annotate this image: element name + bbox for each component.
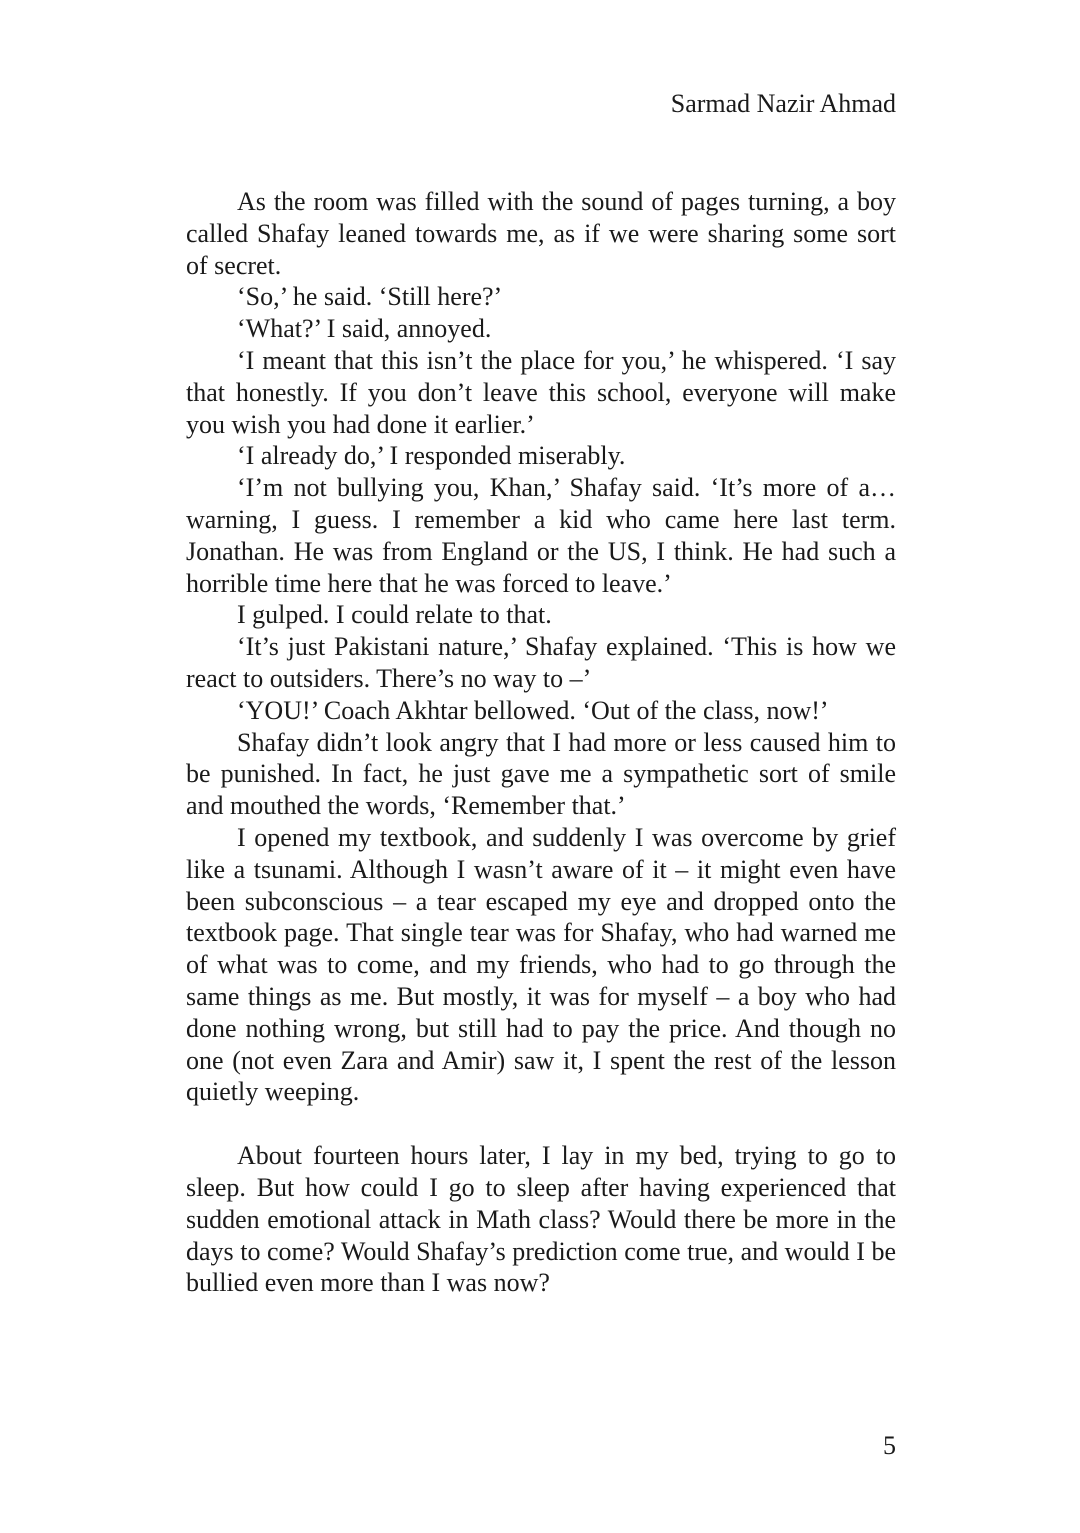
paragraph: ‘I’m not bullying you, Khan,’ Shafay said. ‘It’s more of a…warning, I guess. I remember a kid who came here last term. Jonathan. He was from England or the US, I think. He had such a horrible time here that he was forced to leave.’	[186, 473, 896, 598]
paragraph: ‘I already do,’ I responded miserably.	[237, 441, 626, 471]
paragraph: About fourteen hours later, I lay in my bed, trying to go to sleep. But how could I go to sleep after having experienced that sudden emotional attack in Math class? Would there be more in the days to come? Would Shafay’s prediction come true, and would I be bullied even more than I was now?	[186, 1141, 896, 1298]
paragraph: I opened my textbook, and suddenly I was overcome by grief like a tsunami. Although I wasn’t aware of it – it might even have been subconscious – a tear escaped my eye and dropped onto the textbook page. That single tear was for Shafay, who had warned me of what was to come, and my friends, who had to go through the same things as me. But mostly, it was for myself – a boy who had done nothing wrong, but still had to pay the price. And though no one (not even Zara and Amir) saw it, I spent the rest of the lesson quietly weeping.	[186, 822, 896, 1107]
running-header-author: Sarmad Nazir Ahmad	[670, 89, 896, 118]
body-text	[186, 186, 896, 1299]
paragraph: ‘It’s just Pakistani nature,’ Shafay explained. ‘This is how we react to outsiders. There’s no way to –’	[186, 632, 896, 693]
paragraph: ‘YOU!’ Coach Akhtar bellowed. ‘Out of the class, now!’	[237, 695, 829, 725]
paragraph: I gulped. I could relate to that.	[237, 600, 552, 630]
paragraph: Shafay didn’t look angry that I had more or less caused him to be punished. In fact, he just gave me a sympathetic sort of smile and mouthed the words, ‘Remember that.’	[186, 727, 896, 821]
page-number: 5	[883, 1431, 896, 1460]
paragraph: ‘So,’ he said. ‘Still here?’	[237, 282, 503, 312]
paragraph: ‘What?’ I said, annoyed.	[237, 314, 492, 344]
paragraph: As the room was filled with the sound of pages turning, a boy called Shafay leaned towards me, as if we were sharing some sort of secret.	[186, 187, 896, 280]
paragraph: ‘I meant that this isn’t the place for you,’ he whispered. ‘I say that honestly. If you don’t leave this school, everyone will make you wish you had done it earlier.’	[186, 345, 896, 439]
